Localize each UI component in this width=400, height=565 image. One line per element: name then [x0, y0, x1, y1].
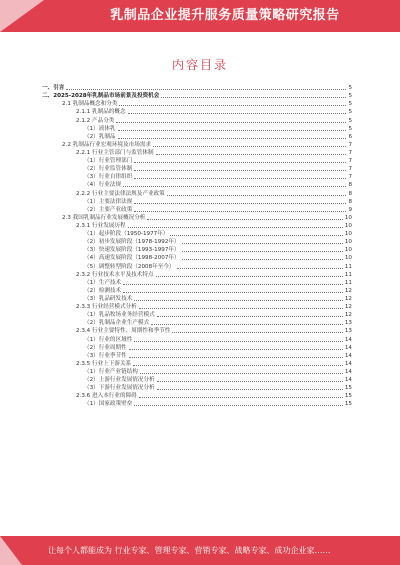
toc-entry-title: （3）乳品研发技术 [84, 295, 133, 302]
toc-entry-page: 5 [348, 109, 352, 116]
toc-entry-title: （1）起步阶段（1950-1977年） [84, 231, 169, 238]
toc-leader-dots [161, 96, 346, 98]
toc-leader-dots [134, 202, 346, 204]
toc-leader-dots [123, 283, 343, 285]
page-header [0, 0, 400, 32]
toc-entry-title: （1）行业产业链结构 [84, 368, 138, 375]
toc-entry[interactable] [42, 108, 352, 116]
toc-entry[interactable] [42, 198, 352, 206]
toc-entry-page: 14 [344, 377, 352, 384]
toc-entry-page: 12 [344, 287, 352, 294]
toc-leader-dots [134, 169, 346, 171]
toc-leader-dots [139, 396, 343, 398]
toc-entry-page: 10 [344, 255, 352, 262]
toc-leader-dots [134, 177, 346, 179]
toc-entry-page: 11 [344, 271, 352, 278]
toc-entry-page: 8 [348, 190, 352, 197]
toc-entry-title: （4）高速发展阶段（1998-2007年） [84, 255, 180, 262]
toc-entry[interactable] [42, 360, 352, 368]
toc-leader-dots [118, 129, 347, 131]
toc-leader-dots [170, 234, 342, 236]
toc-entry-page: 7 [348, 158, 352, 165]
page-footer [0, 536, 400, 565]
toc-entry-page: 6 [348, 133, 352, 140]
toc-entry[interactable] [42, 141, 352, 149]
toc-leader-dots [157, 315, 343, 317]
toc-entry-title: 2.1.1 乳制品的概念 [76, 109, 126, 116]
toc-entry[interactable] [42, 246, 352, 254]
toc-leader-dots [116, 121, 346, 123]
toc-entry[interactable] [42, 319, 352, 327]
toc-entry-page: 8 [348, 182, 352, 189]
toc-leader-dots [147, 218, 342, 220]
toc-leader-dots [66, 88, 346, 90]
toc-entry-page: 8 [348, 198, 352, 205]
toc-entry-page: 10 [344, 239, 352, 246]
toc-entry[interactable] [42, 165, 352, 173]
toc-entry-page: 5 [348, 117, 352, 124]
header-accent-triangle [0, 0, 44, 32]
toc-leader-dots [156, 153, 347, 155]
toc-entry[interactable] [42, 384, 352, 392]
toc-entry-title: 2.3.2 行业技术水平及技术特点 [76, 271, 154, 278]
toc-leader-dots [153, 145, 346, 147]
toc-entry[interactable] [42, 133, 352, 141]
toc-entry[interactable] [42, 287, 352, 295]
toc-entry-page: 12 [344, 295, 352, 302]
toc-leader-dots [128, 112, 347, 114]
toc-entry-title: （3）快速发展阶段（1993-1997年） [84, 247, 180, 254]
toc-entry[interactable] [42, 125, 352, 133]
toc-entry-title: （2）行业周期性 [84, 344, 127, 351]
toc-entry-title: （3）下游行业发展情况分析 [84, 385, 155, 392]
toc-entry[interactable] [42, 368, 352, 376]
toc-leader-dots [123, 185, 346, 187]
toc-entry-title: （2）初步发展阶段（1978-1992年） [84, 239, 180, 246]
toc-entry-page: 13 [344, 320, 352, 327]
toc-entry[interactable] [42, 84, 352, 92]
toc-entry-title: （2）上游行业发展情况分析 [84, 377, 155, 384]
toc-entry-title: 一、引言 [42, 85, 65, 92]
toc-entry-title: 2.3 我国乳制品行业发展概况分析 [62, 214, 146, 221]
toc-entry-title: （1）乳品牧场业务经营模式 [84, 312, 155, 319]
toc-entry[interactable] [42, 116, 352, 124]
toc-leader-dots [134, 161, 346, 163]
toc-entry-page: 7 [348, 166, 352, 173]
toc-entry-title: 2.3.3 行业经营模式分析 [76, 304, 137, 311]
toc-entry[interactable] [42, 189, 352, 197]
toc-entry-title: （5）调整转型阶段（2008年至今） [84, 263, 175, 270]
toc-entry[interactable] [42, 311, 352, 319]
toc-entry-page: 14 [344, 344, 352, 351]
toc-entry-title: 2.2.1 行业主管部门与监管体制 [76, 149, 154, 156]
toc-leader-dots [118, 137, 347, 139]
toc-entry[interactable] [42, 222, 352, 230]
toc-entry-page: 10 [344, 247, 352, 254]
toc-entry-title: （1）主要法律法规 [84, 198, 133, 205]
toc-entry-page: 13 [344, 328, 352, 335]
report-title: 乳制品企业提升服务质量策略研究报告 [110, 8, 340, 23]
toc-leader-dots [128, 226, 343, 228]
toc-entry-title: （4）行业法规 [84, 182, 122, 189]
toc-entry-page: 14 [344, 368, 352, 375]
footer-accent-triangle [0, 536, 22, 565]
toc-entry[interactable] [42, 214, 352, 222]
toc-entry-title: 2.2 乳制品行业宏观环境及市场需求 [62, 141, 151, 148]
toc-entry[interactable] [42, 181, 352, 189]
toc-entry[interactable] [42, 303, 352, 311]
toc-leader-dots [134, 299, 343, 301]
toc-entry[interactable] [42, 327, 352, 335]
toc-entry-page: 11 [344, 263, 352, 270]
toc-leader-dots [182, 242, 343, 244]
toc-entry-page: 14 [344, 352, 352, 359]
toc-leader-dots [151, 323, 343, 325]
toc-entry-title: （3）行业自律组织 [84, 174, 133, 181]
toc-heading: 内容目录 [171, 58, 228, 72]
toc-entry[interactable] [42, 295, 352, 303]
toc-leader-dots [182, 250, 343, 252]
toc-entry-title: 2.3.5 行业上下游关系 [76, 360, 132, 367]
toc-leader-dots [157, 380, 343, 382]
toc-entry-page: 5 [348, 101, 352, 108]
footer-slogan: 让每个人都能成为 行业专家、管理专家、营销专家、战略专家、成功企业家…… [48, 546, 331, 555]
toc-leader-dots [134, 210, 346, 212]
toc-entry[interactable] [42, 157, 352, 165]
toc-entry-title: （2）行业监管体制 [84, 166, 133, 173]
toc-entry-title: 2.2.2 行业主要法律法规及产业政策 [76, 190, 165, 197]
toc-entry[interactable] [42, 400, 352, 408]
toc-leader-dots [177, 267, 343, 269]
toc-entry-title: （3）行业季节性 [84, 352, 127, 359]
toc-leader-dots [139, 307, 343, 309]
toc-entry-title: （1）生产技术 [84, 279, 122, 286]
toc-entry-title: （1）液体乳 [84, 125, 116, 132]
toc-entry-page: 7 [348, 174, 352, 181]
toc-leader-dots [182, 258, 343, 260]
toc-entry-page: 15 [344, 401, 352, 408]
toc-entry[interactable] [42, 206, 352, 214]
toc-entry-page: 10 [344, 231, 352, 238]
toc-entry-title: 2.3.6 进入本行业的障碍 [76, 393, 137, 400]
toc-entry-page: 12 [344, 304, 352, 311]
toc-entry-page: 5 [348, 93, 352, 100]
toc-entry-page: 12 [344, 312, 352, 319]
toc-entry-page: 5 [348, 85, 352, 92]
toc-entry-title: （1）行业的区域性 [84, 336, 133, 343]
toc-entry[interactable] [42, 271, 352, 279]
toc-entry-page: 10 [344, 222, 352, 229]
toc-leader-dots [134, 404, 343, 406]
toc-entry-title: （1）国家政策壁垒 [84, 401, 133, 408]
toc-leader-dots [140, 372, 343, 374]
toc-entry-title: 二、2025-2028年乳制品市场前景及投资机会 [42, 93, 160, 100]
toc-entry[interactable] [42, 344, 352, 352]
toc-entry-page: 5 [348, 125, 352, 132]
toc-entry[interactable] [42, 335, 352, 343]
toc-leader-dots [156, 275, 343, 277]
toc-entry-title: （2）主要产业政策 [84, 206, 133, 213]
toc-entry-page: 9 [348, 206, 352, 213]
toc-entry-page: 7 [348, 149, 352, 156]
toc-leader-dots [123, 291, 343, 293]
table-of-contents [42, 84, 352, 408]
toc-entry[interactable] [42, 173, 352, 181]
toc-entry-page: 10 [344, 214, 352, 221]
toc-leader-dots [129, 356, 343, 358]
toc-entry-page: 15 [344, 385, 352, 392]
toc-leader-dots [119, 104, 346, 106]
toc-entry-title: 2.3.1 行业发展历程 [76, 222, 126, 229]
toc-entry-page: 15 [344, 393, 352, 400]
toc-entry[interactable] [42, 149, 352, 157]
toc-entry-title: 2.3.4 行业主要特性、周期性和季节性 [76, 328, 171, 335]
toc-entry-page: 14 [344, 336, 352, 343]
toc-leader-dots [129, 348, 343, 350]
toc-leader-dots [157, 388, 343, 390]
toc-leader-dots [134, 340, 343, 342]
toc-entry[interactable] [42, 254, 352, 262]
toc-entry-title: 2.1 乳制品概念和分类 [62, 101, 118, 108]
toc-entry-title: 2.1.2 产品分类 [76, 117, 115, 124]
toc-entry[interactable] [42, 376, 352, 384]
toc-entry[interactable] [42, 230, 352, 238]
toc-entry[interactable] [42, 100, 352, 108]
toc-entry-page: 7 [348, 141, 352, 148]
toc-entry-title: （2）乳制品企业生产模式 [84, 320, 150, 327]
toc-leader-dots [167, 194, 347, 196]
toc-entry-title: （2）检测技术 [84, 287, 122, 294]
toc-entry[interactable] [42, 279, 352, 287]
toc-leader-dots [172, 331, 343, 333]
toc-entry[interactable] [42, 262, 352, 270]
toc-entry[interactable] [42, 92, 352, 100]
toc-entry-page: 14 [344, 360, 352, 367]
toc-leader-dots [133, 364, 343, 366]
toc-entry[interactable] [42, 238, 352, 246]
toc-entry[interactable] [42, 392, 352, 400]
toc-entry-title: （2）乳制品 [84, 133, 116, 140]
toc-entry[interactable] [42, 352, 352, 360]
toc-entry-page: 11 [344, 279, 352, 286]
toc-entry-title: （1）行业管理部门 [84, 158, 133, 165]
